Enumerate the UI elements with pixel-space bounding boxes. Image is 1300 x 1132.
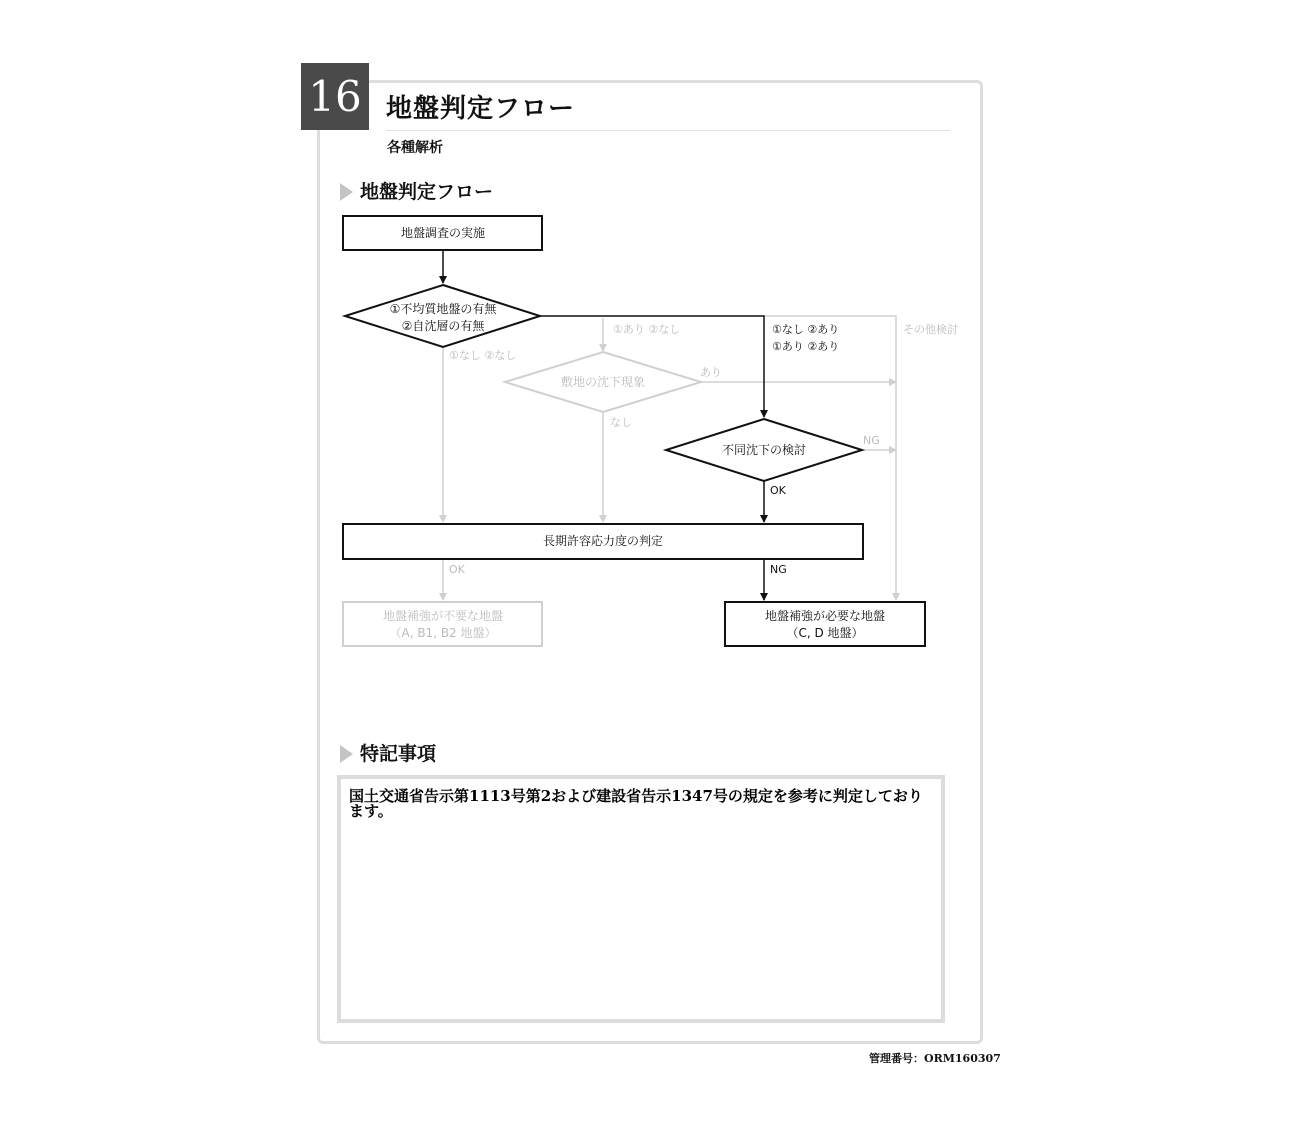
page-subtitle: 各種解析 [387,140,443,156]
remarks-section-heading [340,739,436,766]
remarks-section-title: 特記事項 [360,743,437,765]
branch-right-line2: ①あり ②あり [772,340,840,353]
decision2-label: 敷地の沈下現象 [560,375,646,389]
flow-section-title: 地盤判定フロー [360,181,494,203]
result-needed-line2: （C, D 地盤） [786,626,864,640]
decision1-label-line1: ①不均質地盤の有無 [389,302,497,316]
result-unneeded-line2: （A, B1, B2 地盤） [389,626,497,640]
management-number-value: ORM160307 [924,1052,1001,1065]
branch-mid-label: ①あり ②なし [613,323,681,336]
branch-right-line1: ①なし ②あり [772,323,840,336]
page-number: 16 [301,63,369,130]
branch-left-label: ①なし ②なし [449,349,517,362]
decision2-no-label: なし [610,416,632,429]
decision3-ng-label: NG [863,434,880,447]
management-number-label: 管理番号： [869,1052,924,1065]
decision-soil-condition [345,285,540,347]
management-number [869,1050,1001,1066]
process-ok-label: OK [449,563,465,576]
process-label: 長期許容応力度の判定 [542,534,664,548]
decision2-yes-label: あり [700,366,722,379]
page-title: 地盤判定フロー [386,94,576,124]
process-ng-label: NG [770,563,787,576]
remarks-text: 国土交通省告示第1113号第2および建設省告示1347号の規定を参考に判定しております。 [349,787,923,820]
start-label: 地盤調査の実施 [400,226,486,240]
decision1-label-line2: ②自沈層の有無 [401,319,485,333]
result-unneeded-line1: 地盤補強が不要な地盤 [382,609,504,623]
decision3-ok-label: OK [770,484,786,497]
remarks-box [337,775,945,1023]
decision3-label: 不同沈下の検討 [721,443,807,457]
triangle-bullet-icon [340,745,353,763]
branch-other-label: その他検討 [903,323,958,336]
result-needed-line1: 地盤補強が必要な地盤 [764,609,886,623]
